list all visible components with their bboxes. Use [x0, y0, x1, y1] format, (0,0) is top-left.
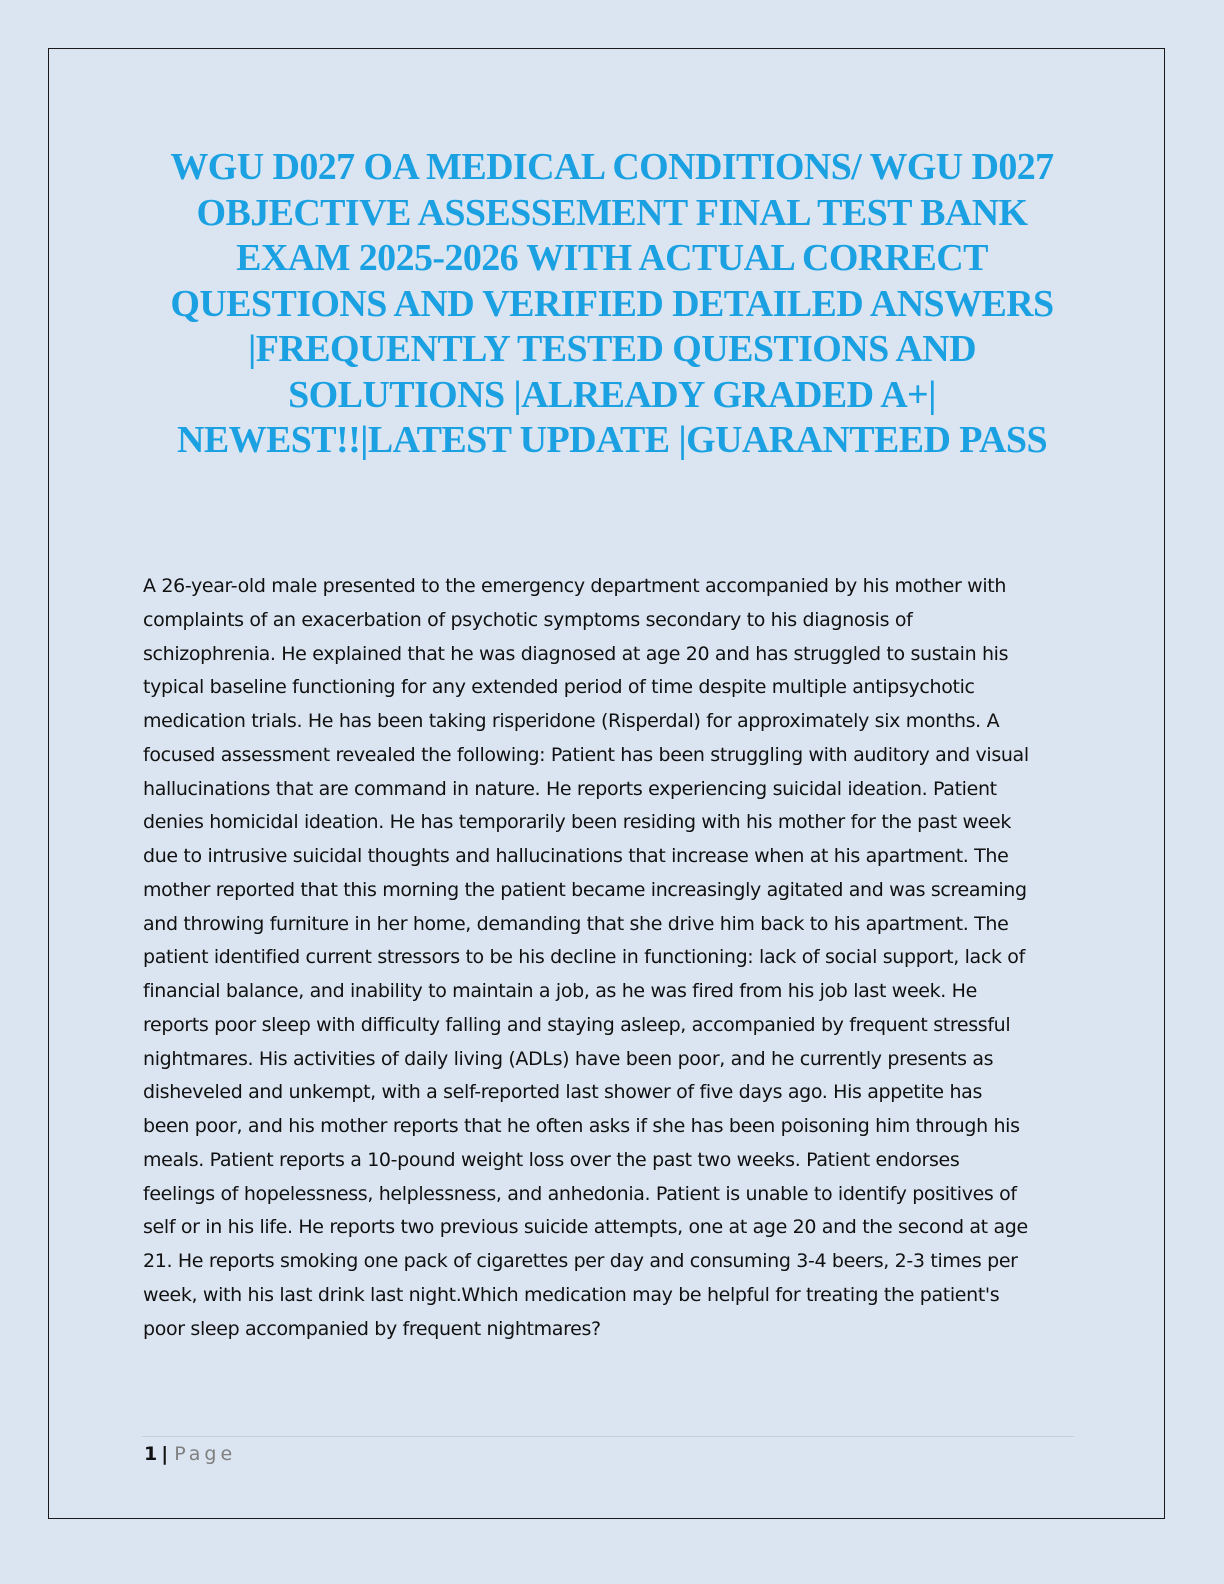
question-text: A 26-year-old male presented to the emergency department accompanied by his mother with complaints of an exacerbation of psychotic symptoms secondary to his diagnosis of schizophrenia. He explained that he was diagnosed at age 20 and has struggled to sustain his typical baseline functioning for any extended period of time despite multiple antipsychotic medication trials. He has been taking risperidone (Risperdal) for approximately six months. A focused assessment revealed the following: Patient has been struggling with auditory and visual hallucinations that are command in nature. He reports experiencing suicidal ideation. Patient denies homicidal ideation. He has temporarily been residing with his mother for the past week due to intrusive suicidal thoughts and hallucinations that increase when at his apartment. The mother reported that this morning the patient became increasingly agitated and was screaming and throwing furniture in her home, demanding that she drive him back to his apartment. The patient identified current stressors to be his decline in functioning: lack of social support, lack of financial balance, and inability to maintain a job, as he was fired from his job last week. He reports poor sleep with difficulty falling and staying asleep, accompanied by frequent stressful nightmares. His activities of daily living (ADLs) have been poor, and he currently presents as disheveled and unkempt, with a self-reported last shower of five days ago. His appetite has been poor, and his mother reports that he often asks if she has been poisoning him through his meals. Patient reports a 10-pound weight loss over the past two weeks. Patient endorses feelings of hopelessness, helplessness, and anhedonia. Patient is unable to identify positives of self or in his life. He reports two previous suicide attempts, one at age 20 and the second at age 21. He reports smoking one pack of cigarettes per day and consuming 3-4 beers, 2-3 times per week, with his last drink last night.Which medication may be helpful for treating the patient's poor sleep accompanied by frequent nightmares?	[143, 575, 1029, 1340]
document-title: WGU D027 OA MEDICAL CONDITIONS/ WGU D027 OBJECTIVE ASSESSEMENT FINAL TEST BANK EXAM 2025-2026 WITH ACTUAL CORRECT QUESTIONS AND VERIFIED DETAILED ANSWERS |FREQUENTLY TESTED QUESTIONS AND SOLUTIONS |ALREADY GRADED A+| NEWEST!!|LATEST UPDATE |GUARANTEED PASS	[170, 146, 1054, 461]
footer-divider	[142, 1436, 1074, 1437]
page-label: Page	[174, 1443, 237, 1465]
page-number: 1	[144, 1443, 158, 1465]
footer-separator: |	[161, 1443, 169, 1465]
page-footer	[144, 1440, 236, 1468]
